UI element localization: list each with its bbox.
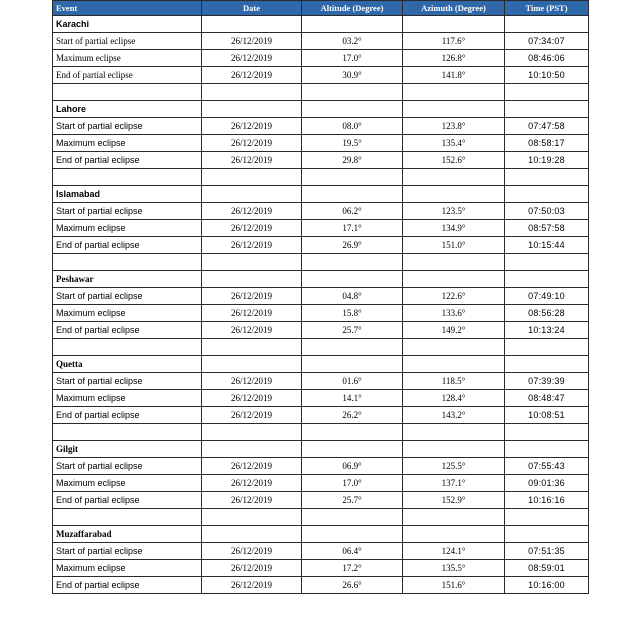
time-cell: 10:13:24 bbox=[505, 322, 589, 339]
event-cell: Start of partial eclipse bbox=[53, 543, 202, 560]
time-cell: 10:08:51 bbox=[505, 407, 589, 424]
date-cell: 26/12/2019 bbox=[202, 560, 302, 577]
event-cell: Start of partial eclipse bbox=[53, 203, 202, 220]
empty-cell bbox=[302, 339, 403, 356]
altitude-cell: 26.9° bbox=[302, 237, 403, 254]
time-cell: 10:16:16 bbox=[505, 492, 589, 509]
azimuth-cell: 117.6° bbox=[403, 33, 505, 50]
empty-cell bbox=[202, 101, 302, 118]
empty-cell bbox=[505, 101, 589, 118]
time-cell: 08:58:17 bbox=[505, 135, 589, 152]
city-row bbox=[53, 186, 589, 203]
azimuth-cell: 152.9° bbox=[403, 492, 505, 509]
empty-cell bbox=[302, 169, 403, 186]
spacer-row bbox=[53, 424, 589, 441]
event-cell: Start of partial eclipse bbox=[53, 373, 202, 390]
azimuth-cell: 118.5° bbox=[403, 373, 505, 390]
altitude-cell: 03.2° bbox=[302, 33, 403, 50]
city-name: Peshawar bbox=[53, 271, 202, 288]
time-cell: 07:47:58 bbox=[505, 118, 589, 135]
time-cell: 07:51:35 bbox=[505, 543, 589, 560]
city-name: Lahore bbox=[53, 101, 202, 118]
header-time: Time (PST) bbox=[505, 1, 589, 16]
event-cell: Maximum eclipse bbox=[53, 475, 202, 492]
empty-cell bbox=[202, 509, 302, 526]
azimuth-cell: 126.8° bbox=[403, 50, 505, 67]
altitude-cell: 17.0° bbox=[302, 475, 403, 492]
spacer-row bbox=[53, 169, 589, 186]
date-cell: 26/12/2019 bbox=[202, 33, 302, 50]
time-cell: 10:16:00 bbox=[505, 577, 589, 594]
empty-cell bbox=[302, 509, 403, 526]
altitude-cell: 01.6° bbox=[302, 373, 403, 390]
empty-cell bbox=[302, 441, 403, 458]
event-cell: End of partial eclipse bbox=[53, 67, 202, 84]
date-cell: 26/12/2019 bbox=[202, 390, 302, 407]
altitude-cell: 06.2° bbox=[302, 203, 403, 220]
azimuth-cell: 151.0° bbox=[403, 237, 505, 254]
empty-cell bbox=[202, 526, 302, 543]
event-cell: End of partial eclipse bbox=[53, 577, 202, 594]
city-name: Islamabad bbox=[53, 186, 202, 203]
date-cell: 26/12/2019 bbox=[202, 543, 302, 560]
time-cell: 07:34:07 bbox=[505, 33, 589, 50]
azimuth-cell: 134.9° bbox=[403, 220, 505, 237]
date-cell: 26/12/2019 bbox=[202, 220, 302, 237]
azimuth-cell: 135.5° bbox=[403, 560, 505, 577]
header-row bbox=[53, 1, 589, 16]
table-row bbox=[53, 33, 589, 50]
empty-cell bbox=[505, 254, 589, 271]
empty-cell bbox=[302, 186, 403, 203]
city-name: Muzaffarabad bbox=[53, 526, 202, 543]
date-cell: 26/12/2019 bbox=[202, 118, 302, 135]
eclipse-timings-table bbox=[52, 0, 589, 594]
event-cell: End of partial eclipse bbox=[53, 152, 202, 169]
empty-cell bbox=[202, 441, 302, 458]
empty-cell bbox=[202, 169, 302, 186]
city-row bbox=[53, 526, 589, 543]
empty-cell bbox=[403, 509, 505, 526]
empty-cell bbox=[202, 16, 302, 33]
table-row bbox=[53, 237, 589, 254]
azimuth-cell: 123.8° bbox=[403, 118, 505, 135]
city-row bbox=[53, 356, 589, 373]
altitude-cell: 25.7° bbox=[302, 322, 403, 339]
empty-cell bbox=[202, 271, 302, 288]
table-row bbox=[53, 220, 589, 237]
altitude-cell: 08.0° bbox=[302, 118, 403, 135]
empty-cell bbox=[53, 509, 202, 526]
table-row bbox=[53, 543, 589, 560]
empty-cell bbox=[505, 424, 589, 441]
city-name: Karachi bbox=[53, 16, 202, 33]
table-row bbox=[53, 322, 589, 339]
empty-cell bbox=[202, 84, 302, 101]
event-cell: Maximum eclipse bbox=[53, 135, 202, 152]
altitude-cell: 04.8° bbox=[302, 288, 403, 305]
azimuth-cell: 128.4° bbox=[403, 390, 505, 407]
empty-cell bbox=[302, 271, 403, 288]
time-cell: 09:01:36 bbox=[505, 475, 589, 492]
empty-cell bbox=[302, 101, 403, 118]
azimuth-cell: 125.5° bbox=[403, 458, 505, 475]
altitude-cell: 06.9° bbox=[302, 458, 403, 475]
event-cell: Start of partial eclipse bbox=[53, 118, 202, 135]
empty-cell bbox=[302, 254, 403, 271]
date-cell: 26/12/2019 bbox=[202, 322, 302, 339]
empty-cell bbox=[403, 339, 505, 356]
altitude-cell: 19.5° bbox=[302, 135, 403, 152]
table-row bbox=[53, 560, 589, 577]
date-cell: 26/12/2019 bbox=[202, 237, 302, 254]
empty-cell bbox=[403, 186, 505, 203]
empty-cell bbox=[505, 526, 589, 543]
empty-cell bbox=[202, 186, 302, 203]
altitude-cell: 17.0° bbox=[302, 50, 403, 67]
event-cell: End of partial eclipse bbox=[53, 322, 202, 339]
city-name: Quetta bbox=[53, 356, 202, 373]
time-cell: 07:50:03 bbox=[505, 203, 589, 220]
azimuth-cell: 135.4° bbox=[403, 135, 505, 152]
table-row bbox=[53, 50, 589, 67]
altitude-cell: 25.7° bbox=[302, 492, 403, 509]
empty-cell bbox=[202, 339, 302, 356]
event-cell: Maximum eclipse bbox=[53, 305, 202, 322]
table-row bbox=[53, 390, 589, 407]
date-cell: 26/12/2019 bbox=[202, 203, 302, 220]
empty-cell bbox=[202, 254, 302, 271]
event-cell: Start of partial eclipse bbox=[53, 33, 202, 50]
date-cell: 26/12/2019 bbox=[202, 577, 302, 594]
azimuth-cell: 124.1° bbox=[403, 543, 505, 560]
azimuth-cell: 137.1° bbox=[403, 475, 505, 492]
date-cell: 26/12/2019 bbox=[202, 407, 302, 424]
altitude-cell: 17.1° bbox=[302, 220, 403, 237]
table-row bbox=[53, 492, 589, 509]
table-row bbox=[53, 288, 589, 305]
table-row bbox=[53, 152, 589, 169]
azimuth-cell: 122.6° bbox=[403, 288, 505, 305]
table-row bbox=[53, 67, 589, 84]
table-row bbox=[53, 577, 589, 594]
azimuth-cell: 141.8° bbox=[403, 67, 505, 84]
city-row bbox=[53, 16, 589, 33]
azimuth-cell: 143.2° bbox=[403, 407, 505, 424]
azimuth-cell: 149.2° bbox=[403, 322, 505, 339]
empty-cell bbox=[403, 526, 505, 543]
table-row bbox=[53, 407, 589, 424]
header-date: Date bbox=[202, 1, 302, 16]
spacer-row bbox=[53, 254, 589, 271]
event-cell: End of partial eclipse bbox=[53, 492, 202, 509]
altitude-cell: 26.2° bbox=[302, 407, 403, 424]
time-cell: 08:48:47 bbox=[505, 390, 589, 407]
azimuth-cell: 151.6° bbox=[403, 577, 505, 594]
time-cell: 10:19:28 bbox=[505, 152, 589, 169]
altitude-cell: 29.8° bbox=[302, 152, 403, 169]
empty-cell bbox=[302, 356, 403, 373]
empty-cell bbox=[505, 169, 589, 186]
event-cell: Maximum eclipse bbox=[53, 560, 202, 577]
empty-cell bbox=[505, 16, 589, 33]
table-row bbox=[53, 475, 589, 492]
empty-cell bbox=[505, 271, 589, 288]
empty-cell bbox=[505, 356, 589, 373]
event-cell: Start of partial eclipse bbox=[53, 458, 202, 475]
time-cell: 08:56:28 bbox=[505, 305, 589, 322]
header-altitude: Altitude (Degree) bbox=[302, 1, 403, 16]
table-row bbox=[53, 203, 589, 220]
empty-cell bbox=[53, 254, 202, 271]
event-cell: Maximum eclipse bbox=[53, 50, 202, 67]
time-cell: 08:57:58 bbox=[505, 220, 589, 237]
empty-cell bbox=[505, 186, 589, 203]
empty-cell bbox=[302, 424, 403, 441]
table-body bbox=[53, 16, 589, 594]
time-cell: 07:55:43 bbox=[505, 458, 589, 475]
date-cell: 26/12/2019 bbox=[202, 492, 302, 509]
altitude-cell: 14.1° bbox=[302, 390, 403, 407]
date-cell: 26/12/2019 bbox=[202, 50, 302, 67]
empty-cell bbox=[202, 424, 302, 441]
city-row bbox=[53, 271, 589, 288]
altitude-cell: 30.9° bbox=[302, 67, 403, 84]
empty-cell bbox=[403, 356, 505, 373]
date-cell: 26/12/2019 bbox=[202, 305, 302, 322]
empty-cell bbox=[505, 509, 589, 526]
event-cell: End of partial eclipse bbox=[53, 407, 202, 424]
spacer-row bbox=[53, 509, 589, 526]
empty-cell bbox=[302, 16, 403, 33]
table-row bbox=[53, 373, 589, 390]
date-cell: 26/12/2019 bbox=[202, 288, 302, 305]
altitude-cell: 17.2° bbox=[302, 560, 403, 577]
empty-cell bbox=[403, 16, 505, 33]
table-row bbox=[53, 458, 589, 475]
empty-cell bbox=[403, 101, 505, 118]
azimuth-cell: 133.6° bbox=[403, 305, 505, 322]
time-cell: 08:46:06 bbox=[505, 50, 589, 67]
header-azimuth: Azimuth (Degree) bbox=[403, 1, 505, 16]
empty-cell bbox=[403, 84, 505, 101]
city-name: Gilgit bbox=[53, 441, 202, 458]
spacer-row bbox=[53, 84, 589, 101]
empty-cell bbox=[202, 356, 302, 373]
empty-cell bbox=[505, 441, 589, 458]
spacer-row bbox=[53, 339, 589, 356]
empty-cell bbox=[403, 254, 505, 271]
empty-cell bbox=[302, 526, 403, 543]
empty-cell bbox=[302, 84, 403, 101]
azimuth-cell: 123.5° bbox=[403, 203, 505, 220]
empty-cell bbox=[403, 169, 505, 186]
altitude-cell: 06.4° bbox=[302, 543, 403, 560]
empty-cell bbox=[403, 424, 505, 441]
time-cell: 08:59:01 bbox=[505, 560, 589, 577]
empty-cell bbox=[403, 271, 505, 288]
date-cell: 26/12/2019 bbox=[202, 152, 302, 169]
empty-cell bbox=[505, 84, 589, 101]
event-cell: Maximum eclipse bbox=[53, 220, 202, 237]
event-cell: Maximum eclipse bbox=[53, 390, 202, 407]
date-cell: 26/12/2019 bbox=[202, 475, 302, 492]
time-cell: 10:10:50 bbox=[505, 67, 589, 84]
date-cell: 26/12/2019 bbox=[202, 458, 302, 475]
time-cell: 10:15:44 bbox=[505, 237, 589, 254]
event-cell: Start of partial eclipse bbox=[53, 288, 202, 305]
time-cell: 07:49:10 bbox=[505, 288, 589, 305]
empty-cell bbox=[505, 339, 589, 356]
city-row bbox=[53, 441, 589, 458]
table-row bbox=[53, 118, 589, 135]
empty-cell bbox=[53, 424, 202, 441]
time-cell: 07:39:39 bbox=[505, 373, 589, 390]
header-event: Event bbox=[53, 1, 202, 16]
altitude-cell: 26.6° bbox=[302, 577, 403, 594]
empty-cell bbox=[53, 84, 202, 101]
table-row bbox=[53, 135, 589, 152]
empty-cell bbox=[53, 339, 202, 356]
date-cell: 26/12/2019 bbox=[202, 67, 302, 84]
date-cell: 26/12/2019 bbox=[202, 135, 302, 152]
empty-cell bbox=[403, 441, 505, 458]
empty-cell bbox=[53, 169, 202, 186]
table-row bbox=[53, 305, 589, 322]
altitude-cell: 15.8° bbox=[302, 305, 403, 322]
city-row bbox=[53, 101, 589, 118]
event-cell: End of partial eclipse bbox=[53, 237, 202, 254]
azimuth-cell: 152.6° bbox=[403, 152, 505, 169]
date-cell: 26/12/2019 bbox=[202, 373, 302, 390]
